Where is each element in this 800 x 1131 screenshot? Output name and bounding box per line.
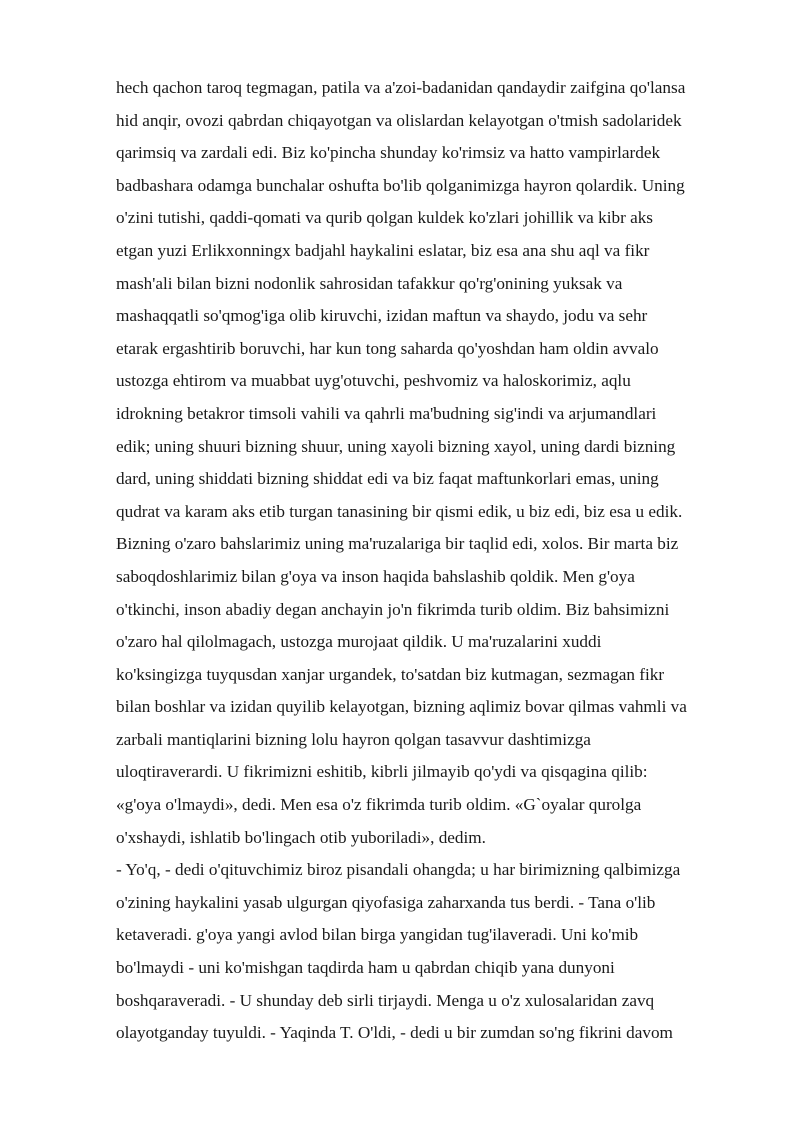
text-line: ko'ksingizga tuyqusdan xanjar urgandek, to'satdan biz kutmagan, sezmagan fikr	[116, 664, 665, 684]
text-line: ketaveradi. g'oya yangi avlod bilan birga yangidan tug'ilaveradi. Uni ko'mib	[116, 925, 639, 945]
text-line: ustozga ehtirom va muabbat uyg'otuvchi, peshvomiz va haloskorimiz, aqlu	[116, 371, 631, 391]
text-line: zarbali mantiqlarini bizning lolu hayron qolgan tasavvur dashtimizga	[116, 729, 591, 749]
text-line: boshqaraveradi. - U shunday deb sirli tirjaydi. Menga u o'z xulosalaridan zavq	[116, 990, 655, 1010]
text-line: o'zining haykalini yasab ulgurgan qiyofasiga zaharxanda tus berdi. - Tana o'lib	[116, 892, 656, 912]
text-line: mash'ali bilan bizni nodonlik sahrosidan tafakkur qo'rg'onining yuksak va	[116, 273, 623, 293]
text-line: mashaqqatli so'qmog'iga olib kiruvchi, izidan maftun va shaydo, jodu va sehr	[116, 306, 648, 326]
text-line: saboqdoshlarimiz bilan g'oya va inson haqida bahslashib qoldik. Men g'oya	[116, 566, 635, 586]
text-line: bo'lmaydi - uni ko'mishgan taqdirda ham u qabrdan chiqib yana dunyoni	[116, 958, 615, 978]
text-line: o'tkinchi, inson abadiy degan anchayin jo'n fikrimda turib oldim. Biz bahsimizni	[116, 599, 670, 619]
text-line: qarimsiq va zardali edi. Biz ko'pincha shunday ko'rimsiz va hatto vampirlardek	[116, 143, 661, 163]
text-line: olayotganday tuyuldi. - Yaqinda T. O'ldi, - dedi u bir zumdan so'ng fikrini davom	[116, 1023, 673, 1043]
text-line: o'zaro hal qilolmagach, ustozga murojaat qildik. U ma'ruzalarini xuddi	[116, 632, 602, 652]
text-line: Bizning o'zaro bahslarimiz uning ma'ruzalariga bir taqlid edi, xolos. Bir marta biz	[116, 534, 679, 554]
text-line: idrokning betakror timsoli vahili va qahrli ma'budning sig'indi va arjumandlari	[116, 403, 657, 423]
text-line: hid anqir, ovozi qabrdan chiqayotgan va olislardan kelayotgan o'tmish sadolaridek	[116, 110, 682, 130]
text-line: o'zini tutishi, qaddi-qomati va qurib qolgan kuldek ko'zlari johillik va kibr aks	[116, 208, 654, 228]
text-line: dard, uning shiddati bizning shiddat edi va biz faqat maftunkorlari emas, uning	[116, 469, 659, 489]
text-line: «g'oya o'lmaydi», dedi. Men esa o'z fikrimda turib oldim. «G`oyalar qurolga	[116, 795, 642, 815]
text-line: - Yo'q, - dedi o'qituvchimiz biroz pisandali ohangda; u har birimizning qalbimizga	[116, 860, 681, 880]
text-line: edik; uning shuuri bizning shuur, uning xayoli bizning xayol, uning dardi bizning	[116, 436, 676, 456]
text-line: uloqtiraverardi. U fikrimizni eshitib, kibrli jilmayib qo'ydi va qisqagina qilib:	[116, 762, 648, 782]
text-line: badbashara odamga bunchalar oshufta bo'lib qolganimizga hayron qolardik. Uning	[116, 175, 685, 195]
text-line: bilan boshlar va izidan quyilib kelayotgan, bizning aqlimiz bovar qilmas vahmli va	[116, 697, 687, 717]
text-line: o'xshaydi, ishlatib bo'lingach otib yuboriladi», dedim.	[116, 827, 486, 847]
text-line: etarak ergashtirib boruvchi, har kun tong saharda qo'yoshdan ham oldin avvalo	[116, 338, 659, 358]
text-line: etgan yuzi Erlikxonningx badjahl haykalini eslatar, biz esa ana shu aql va fikr	[116, 240, 650, 260]
text-line: hech qachon taroq tegmagan, patila va a'zoi-badanidan qandaydir zaifgina qo'lansa	[116, 78, 686, 97]
body-text	[116, 72, 746, 1050]
text-line: qudrat va karam aks etib turgan tanasining bir qismi edik, u biz edi, biz esa u edik.	[116, 501, 683, 521]
